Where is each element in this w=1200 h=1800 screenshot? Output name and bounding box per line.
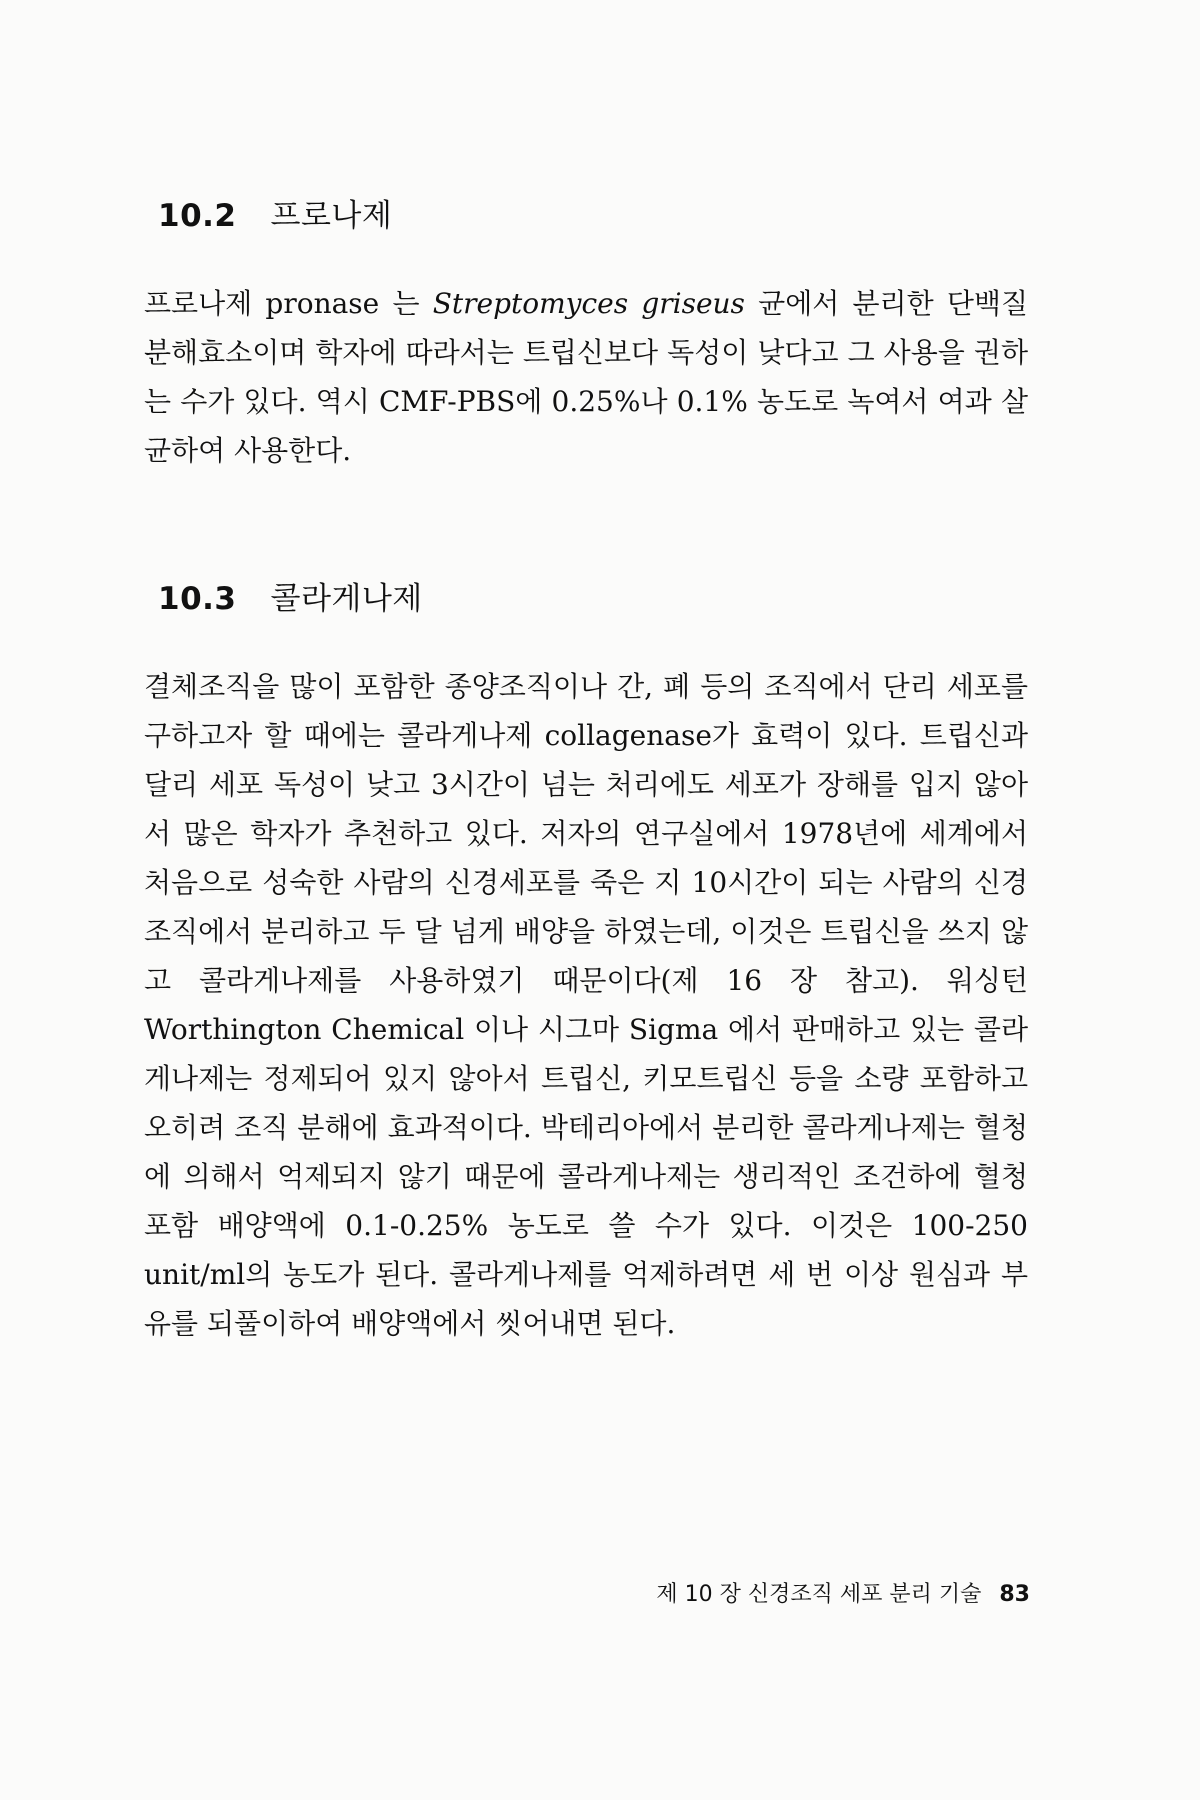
section-title: 콜라게나제	[270, 581, 423, 618]
collagenase-paragraph	[144, 662, 1028, 1348]
collagenase-paragraph-text: 결체조직을 많이 포함한 종양조직이나 간, 폐 등의 조직에서 단리 세포를 구하고자 할 때에는 콜라게나제 collagenase가 효력이 있다. 트립신과 달리 세포 독성이 낮고 3시간이 넘는 처리에도 세포가 장해를 입지 않아서 많은 학자가 추천하고 있다. 저자의 연구실에서 1978년에 세계에서 처음으로 성숙한 사람의 신경세포를 죽은 지 10시간이 되는 사람의 신경조직에서 분리하고 두 달 넘게 배양을 하였는데, 이것은 트립신을 쓰지 않고 콜라게나제를 사용하였기 때문이다(제 16 장 참고). 워싱턴 Worthington Chemical 이나 시그마 Sigma 에서 판매하고 있는 콜라게나제는 정제되어 있지 않아서 트립신, 키모트립신 등을 소량 포함하고 오히려 조직 분해에 효과적이다. 박테리아에서 분리한 콜라게나제는 혈청에 의해서 억제되지 않기 때문에 콜라게나제는 생리적인 조건하에 혈청 포함 배양액에 0.1-0.25% 농도로 쓸 수가 있다. 이것은 100-250 unit/ml의 농도가 된다. 콜라게나제를 억제하려면 세 번 이상 원심과 부유를 되풀이하여 배양액에서 씻어내면 된다.	[144, 670, 1028, 1341]
species-name: Streptomyces griseus	[432, 287, 745, 321]
section-title: 프로나제	[270, 198, 393, 234]
section-heading-pronase	[158, 198, 1028, 235]
section-number: 10.3	[158, 581, 237, 618]
pronase-paragraph-prefix: 프로나제 pronase 는	[144, 287, 433, 321]
pronase-paragraph	[144, 279, 1028, 475]
section-heading-collagenase	[158, 581, 1028, 618]
section-number: 10.2	[158, 198, 237, 234]
page-content	[144, 198, 1028, 1348]
page-footer	[548, 1582, 1030, 1608]
page-number: 83	[999, 1582, 1030, 1607]
pronase-paragraph-suffix: 균에서 분리한 단백질 분해효소이며 학자에 따라서는 트립신보다 독성이 낮다고 그 사용을 권하는 수가 있다. 역시 CMF-PBS에 0.25%나 0.1% 농도로 녹여서 여과 살균하여 사용한다.	[144, 287, 1028, 468]
running-footer-title: 제 10 장 신경조직 세포 분리 기술	[656, 1582, 982, 1607]
